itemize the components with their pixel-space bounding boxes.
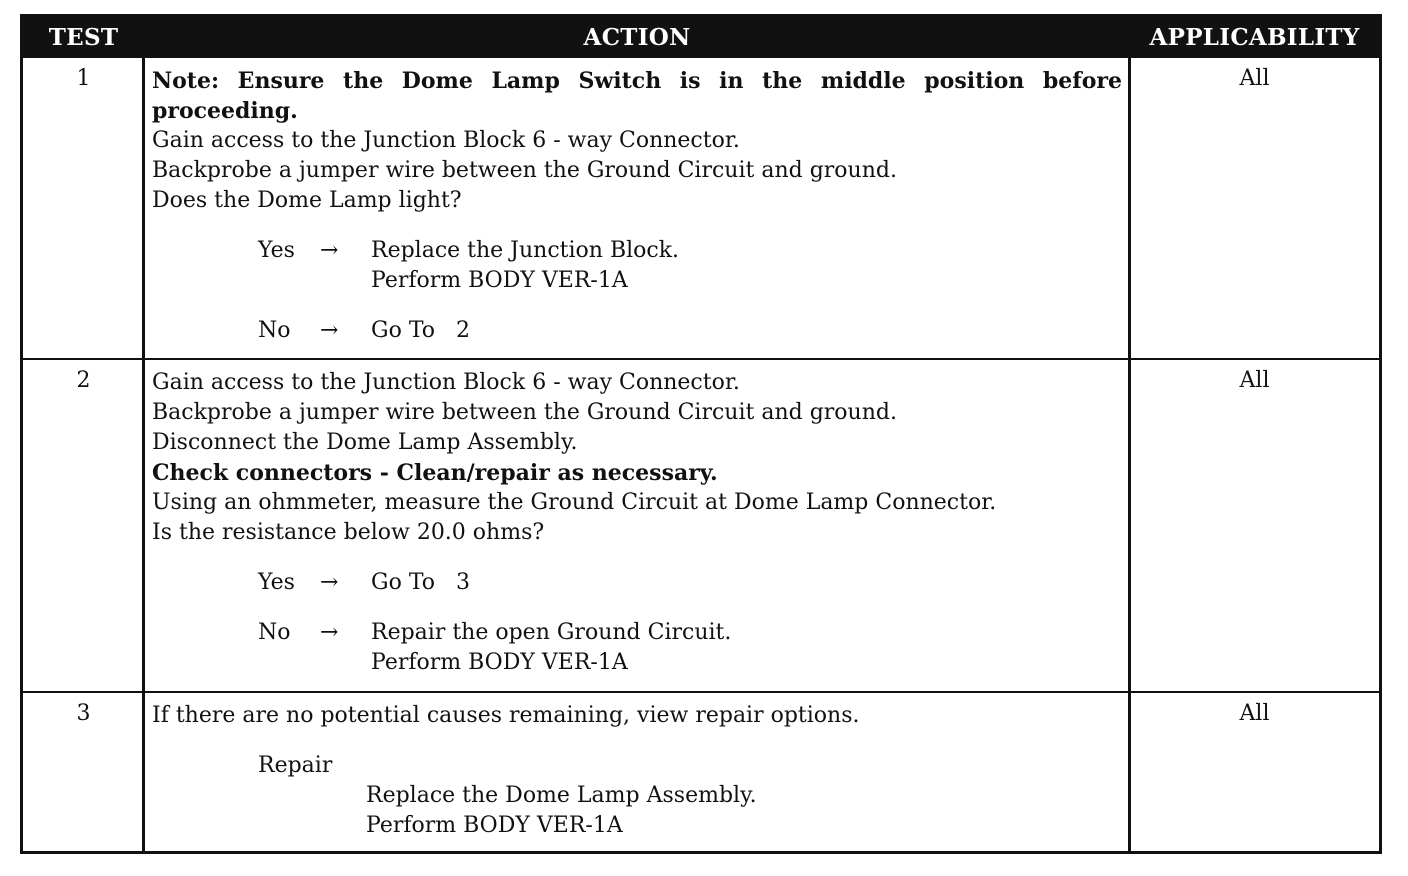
applicability-value: All [1239, 368, 1270, 393]
header-applicability: APPLICABILITY [1149, 24, 1360, 51]
table-header [23, 17, 1379, 58]
question-text: Does the Dome Lamp light? [152, 188, 462, 213]
yes-branch [152, 568, 1122, 598]
step-text: Disconnect the Dome Lamp Assembly. [152, 430, 578, 455]
repair-step: Replace the Dome Lamp Assembly. [366, 783, 757, 808]
yes-branch [152, 236, 1122, 266]
yes-result: Perform BODY VER-1A [371, 268, 628, 293]
step-text: Gain access to the Junction Block 6 - way Connector. [152, 370, 740, 395]
action-cell [152, 368, 1122, 678]
yes-label: Yes [258, 238, 295, 263]
step-text: Using an ohmmeter, measure the Ground Circuit at Dome Lamp Connector. [152, 490, 997, 515]
applicability-value: All [1239, 701, 1270, 726]
step-text: Gain access to the Junction Block 6 - way Connector. [152, 128, 740, 153]
column-divider [1128, 360, 1131, 691]
diagnostic-table [20, 14, 1382, 854]
header-test: TEST [48, 24, 119, 51]
no-result: Repair the open Ground Circuit. [371, 620, 732, 645]
step-text: Backprobe a jumper wire between the Ground Circuit and ground. [152, 400, 897, 425]
table-row [23, 691, 1379, 851]
header-action: ACTION [583, 24, 691, 51]
yes-label: Yes [258, 570, 295, 595]
yes-result: Replace the Junction Block. [371, 238, 680, 263]
step-text: If there are no potential causes remaining, view repair options. [152, 703, 860, 728]
no-label: No [258, 620, 291, 645]
table-row [23, 58, 1379, 358]
yes-result: Go To 3 [371, 570, 470, 595]
test-number: 1 [76, 66, 91, 91]
arrow-icon: → [320, 620, 339, 645]
test-number: 3 [76, 701, 91, 726]
arrow-icon: → [320, 318, 339, 343]
test-number: 2 [76, 368, 91, 393]
note-text: Note: Ensure the Dome Lamp Switch is in the middle position before [152, 68, 1122, 94]
repair-label: Repair [258, 753, 333, 778]
table-row [23, 358, 1379, 691]
arrow-icon: → [320, 238, 339, 263]
column-divider [142, 360, 145, 691]
no-branch [152, 316, 1122, 346]
no-label: No [258, 318, 291, 343]
action-cell [152, 701, 1122, 841]
no-branch [152, 618, 1122, 648]
step-text: Backprobe a jumper wire between the Ground Circuit and ground. [152, 158, 897, 183]
no-result: Perform BODY VER-1A [371, 650, 628, 675]
applicability-value: All [1239, 66, 1270, 91]
bold-step-text: Check connectors - Clean/repair as necessary. [152, 460, 718, 486]
yes-branch-continued [152, 266, 1122, 296]
no-result: Go To 2 [371, 318, 470, 343]
no-branch-continued [152, 648, 1122, 678]
action-cell [152, 66, 1122, 346]
repair-step: Perform BODY VER-1A [366, 813, 623, 838]
arrow-icon: → [320, 570, 339, 595]
column-divider [142, 58, 145, 358]
question-text: Is the resistance below 20.0 ohms? [152, 520, 545, 545]
note-text: proceeding. [152, 98, 298, 124]
column-divider [1128, 58, 1131, 358]
